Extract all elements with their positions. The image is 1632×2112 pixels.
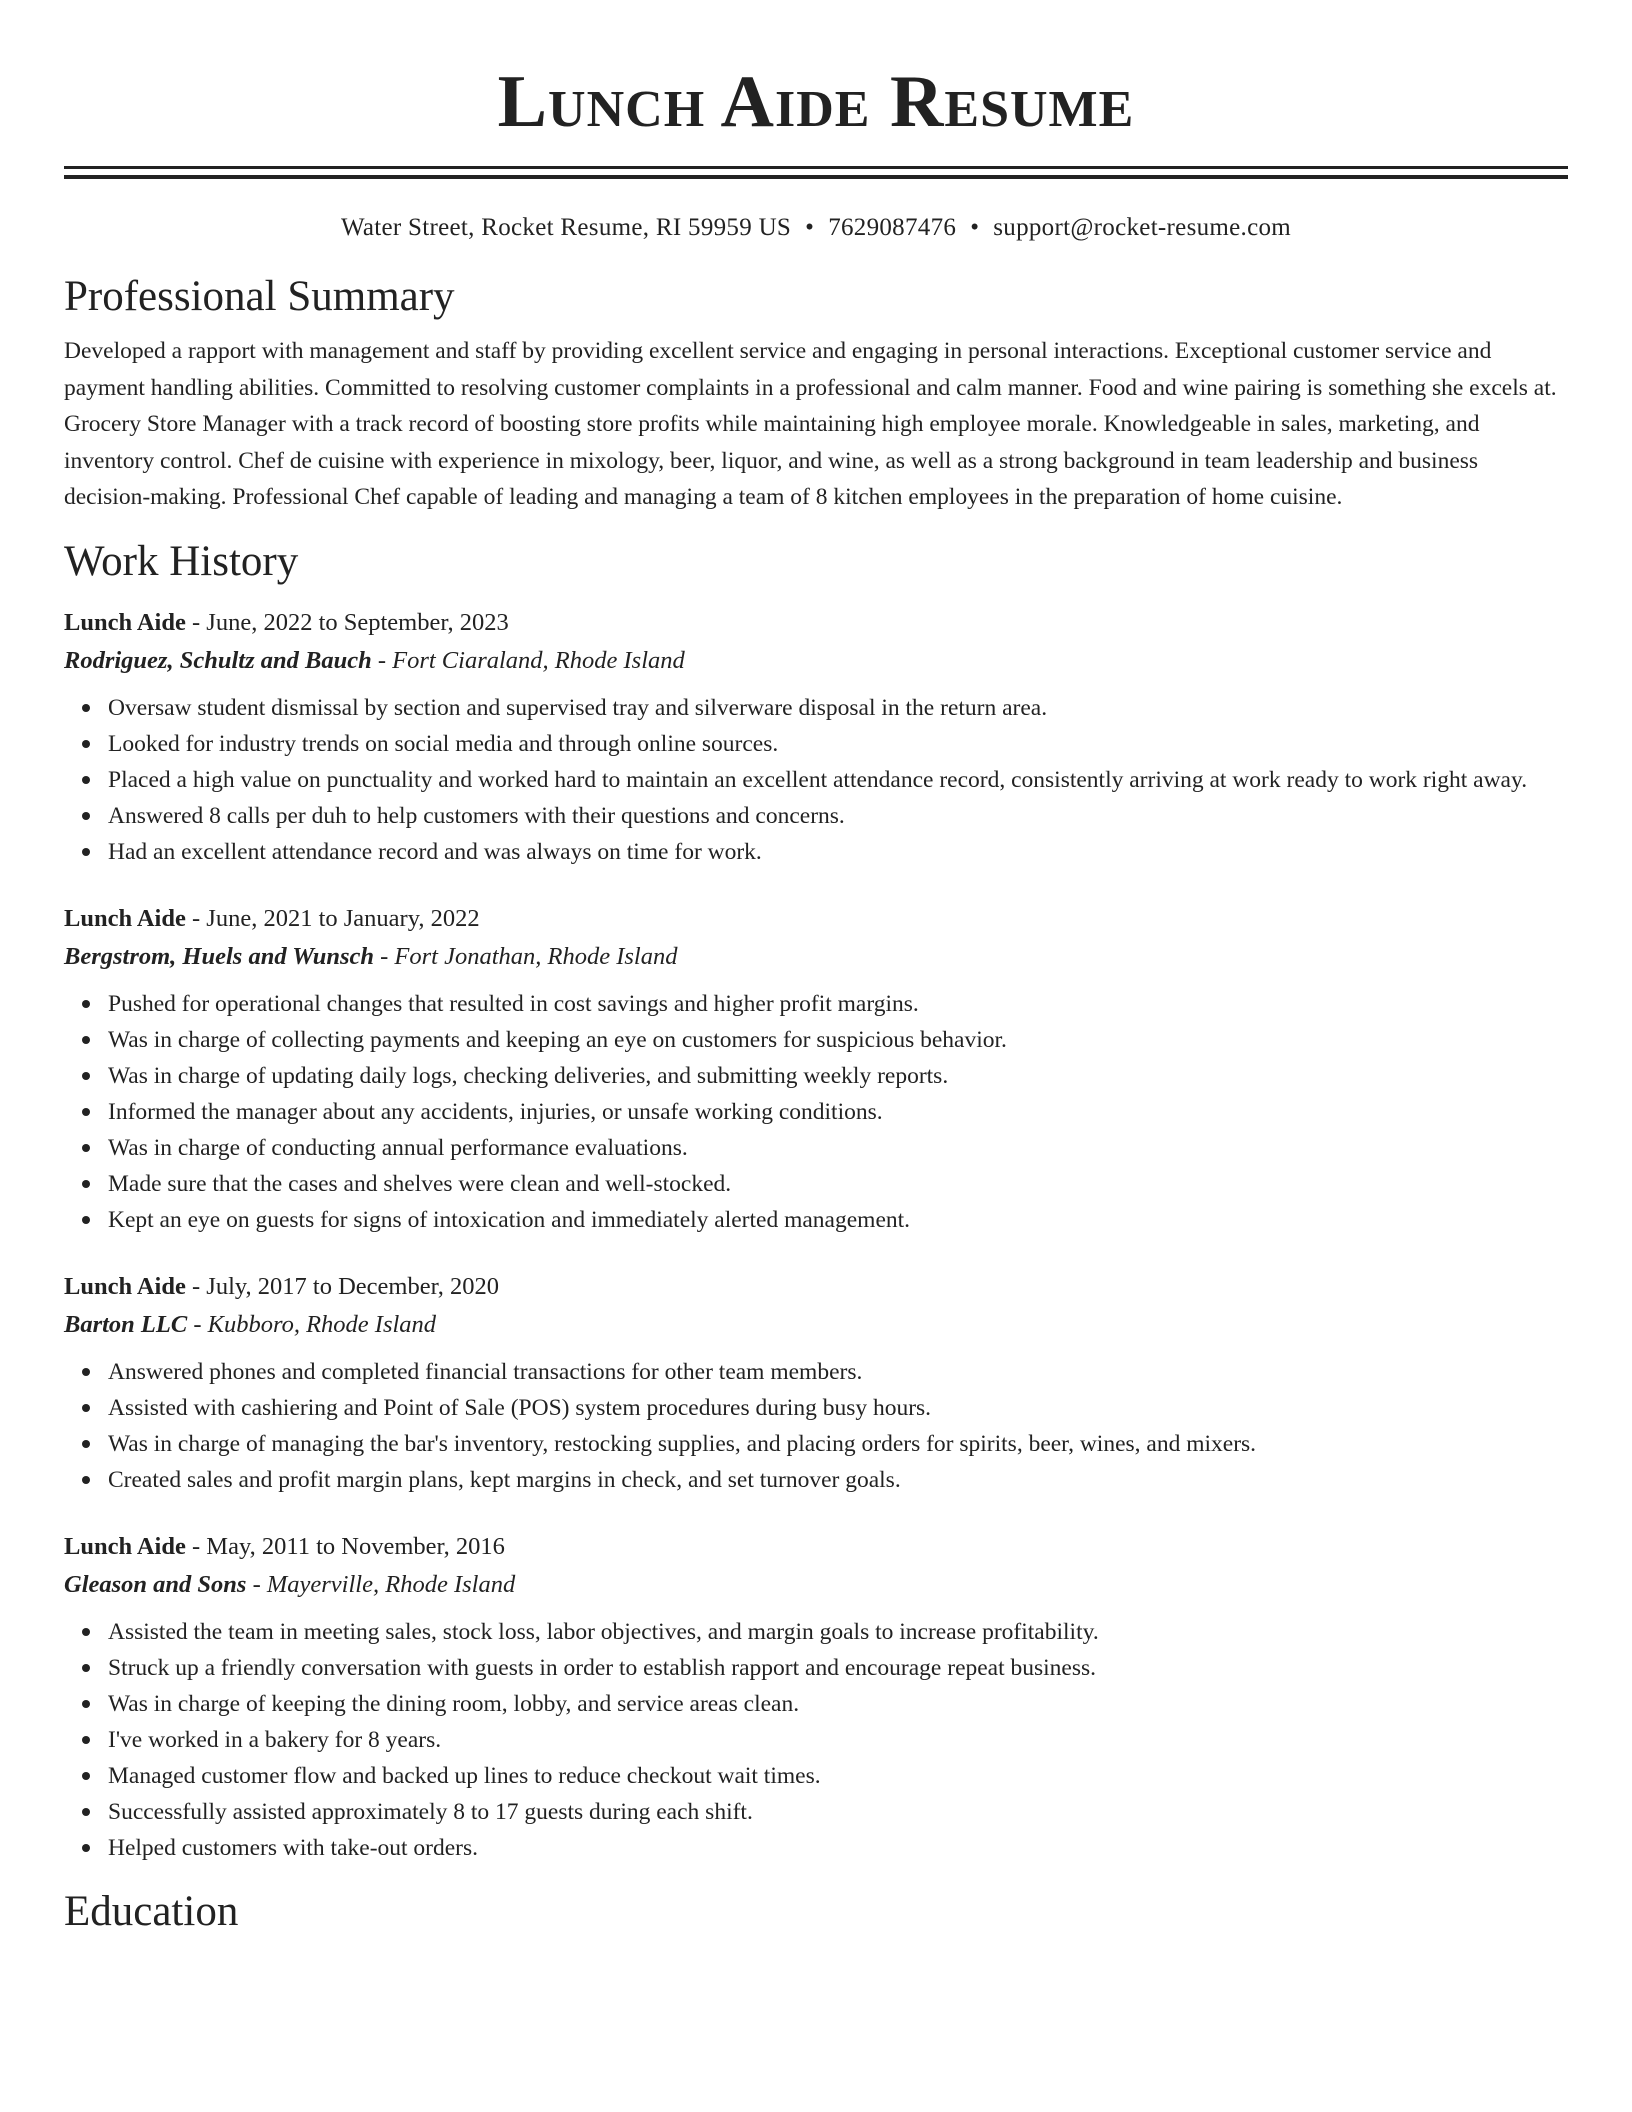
list-item: [108, 834, 1568, 870]
bullet-icon: [82, 1368, 90, 1376]
contact-phone: 7629087476: [828, 214, 957, 241]
list-item: [108, 1166, 1568, 1202]
resume-page: [64, 0, 1568, 1938]
list-item: [108, 1390, 1568, 1426]
duty-text: Made sure that the cases and shelves were clean and well-stocked.: [108, 1170, 732, 1197]
bullet-icon: [82, 848, 90, 856]
job-duties-list: [64, 986, 1568, 1238]
job-entry: [64, 900, 1568, 1238]
contact-address: Water Street, Rocket Resume, RI 59959 US: [340, 214, 792, 241]
duty-text: Answered phones and completed financial transactions for other team members.: [108, 1358, 863, 1385]
job-entry: [64, 1268, 1568, 1498]
duty-text: Successfully assisted approximately 8 to 17 guests during each shift.: [108, 1798, 753, 1825]
duty-text: Informed the manager about any accidents, injuries, or unsafe working conditions.: [108, 1098, 883, 1125]
contact-separator: •: [970, 214, 980, 241]
bullet-icon: [82, 1772, 90, 1780]
title-divider-thick: [64, 175, 1568, 179]
job-dates: - May, 2011 to November, 2016: [185, 1532, 505, 1560]
job-entry: [64, 1528, 1568, 1866]
title-divider-thin: [64, 166, 1568, 169]
list-item: [108, 1426, 1568, 1462]
work-history-list: [64, 604, 1568, 1866]
duty-text: Was in charge of keeping the dining room, lobby, and service areas clean.: [108, 1690, 800, 1717]
job-company-line: [64, 938, 1568, 976]
bullet-icon: [82, 1700, 90, 1708]
job-role: Lunch Aide: [64, 904, 186, 932]
job-company-line: [64, 642, 1568, 680]
duty-text: Oversaw student dismissal by section and supervised tray and silverware disposal in the return area.: [108, 694, 1048, 721]
duty-text: Assisted the team in meeting sales, stock loss, labor objectives, and margin goals to increase profitability.: [108, 1618, 1099, 1645]
duty-text: Kept an eye on guests for signs of intoxication and immediately alerted management.: [108, 1206, 911, 1233]
list-item: [108, 1130, 1568, 1166]
duty-text: Had an excellent attendance record and was always on time for work.: [108, 838, 762, 865]
bullet-icon: [82, 812, 90, 820]
bullet-icon: [82, 1664, 90, 1672]
bullet-icon: [82, 1808, 90, 1816]
job-company: Rodriguez, Schultz and Bauch: [64, 646, 372, 674]
list-item: [108, 690, 1568, 726]
job-duties-list: [64, 1354, 1568, 1498]
duty-text: Helped customers with take-out orders.: [108, 1834, 479, 1861]
list-item: [108, 1830, 1568, 1866]
bullet-icon: [82, 1476, 90, 1484]
list-item: [108, 798, 1568, 834]
bullet-icon: [82, 740, 90, 748]
job-company-line: [64, 1306, 1568, 1344]
bullet-icon: [82, 1072, 90, 1080]
duty-text: Struck up a friendly conversation with guests in order to establish rapport and encourage repeat business.: [108, 1654, 1097, 1681]
summary-text: Developed a rapport with management and staff by providing excellent service and engaging in personal interactions. Exceptional customer service and payment handling abilities. Committed to resolving customer complaints in a professional and calm manner. Food and wine pairing is something she excels at. Grocery Store Manager with a track record of boosting store profits while maintaining high employee morale. Knowledgeable in sales, marketing, and inventory control. Chef de cuisine with experience in mixology, beer, liquor, and wine, as well as a strong background in team leadership and business decision-making. Professional Chef capable of leading and managing a team of 8 kitchen employees in the preparation of home cuisine.: [64, 338, 1557, 510]
list-item: [108, 1058, 1568, 1094]
list-item: [108, 1758, 1568, 1794]
duty-text: Looked for industry trends on social media and through online sources.: [108, 730, 779, 757]
list-item: [108, 1650, 1568, 1686]
job-dates: - July, 2017 to December, 2020: [185, 1272, 500, 1300]
job-location: - Mayerville, Rhode Island: [246, 1570, 516, 1598]
bullet-icon: [82, 1440, 90, 1448]
duty-text: Was in charge of updating daily logs, checking deliveries, and submitting weekly reports.: [108, 1062, 949, 1089]
job-title-line: [64, 1268, 1568, 1306]
job-role: Lunch Aide: [64, 608, 186, 636]
job-location: - Fort Jonathan, Rhode Island: [373, 942, 678, 970]
duty-text: Answered 8 calls per duh to help customers with their questions and concerns.: [108, 802, 845, 829]
bullet-icon: [82, 1000, 90, 1008]
contact-line: [64, 211, 1568, 245]
bullet-icon: [82, 1216, 90, 1224]
duty-text: Managed customer flow and backed up lines to reduce checkout wait times.: [108, 1762, 821, 1789]
job-title-line: [64, 604, 1568, 642]
job-role: Lunch Aide: [64, 1532, 186, 1560]
bullet-icon: [82, 1144, 90, 1152]
duty-text: Was in charge of managing the bar's inventory, restocking supplies, and placing orders for spirits, beer, wines, and mixers.: [108, 1430, 1257, 1457]
job-duties-list: [64, 690, 1568, 870]
list-item: [108, 1686, 1568, 1722]
job-title-line: [64, 1528, 1568, 1566]
list-item: [108, 1462, 1568, 1498]
job-dates: - June, 2022 to September, 2023: [185, 608, 509, 636]
list-item: [108, 1354, 1568, 1390]
duty-text: Created sales and profit margin plans, kept margins in check, and set turnover goals.: [108, 1466, 901, 1493]
bullet-icon: [82, 1036, 90, 1044]
job-role: Lunch Aide: [64, 1272, 186, 1300]
list-item: [108, 1202, 1568, 1238]
education-heading: Education: [64, 1887, 239, 1935]
list-item: [108, 1022, 1568, 1058]
duty-text: Was in charge of conducting annual performance evaluations.: [108, 1134, 688, 1161]
job-company: Bergstrom, Huels and Wunsch: [64, 942, 374, 970]
duty-text: Assisted with cashiering and Point of Sale (POS) system procedures during busy hours.: [108, 1394, 932, 1421]
summary-heading: Professional Summary: [64, 273, 455, 320]
job-duties-list: [64, 1614, 1568, 1866]
resume-title: Lunch Aide Resume: [497, 61, 1135, 143]
list-item: [108, 1722, 1568, 1758]
bullet-icon: [82, 1736, 90, 1744]
bullet-icon: [82, 1844, 90, 1852]
job-location: - Kubboro, Rhode Island: [187, 1310, 437, 1338]
duty-text: Placed a high value on punctuality and worked hard to maintain an excellent attendance record, consistently arriving at work ready to work right away.: [108, 766, 1528, 793]
job-entry: [64, 604, 1568, 870]
list-item: [108, 726, 1568, 762]
job-company: Gleason and Sons: [64, 1570, 247, 1598]
bullet-icon: [82, 704, 90, 712]
job-title-line: [64, 900, 1568, 938]
list-item: [108, 1094, 1568, 1130]
list-item: [108, 1614, 1568, 1650]
duty-text: I've worked in a bakery for 8 years.: [108, 1726, 442, 1753]
job-company-line: [64, 1566, 1568, 1604]
job-company: Barton LLC: [64, 1310, 188, 1338]
work-history-heading: Work History: [64, 537, 299, 585]
bullet-icon: [82, 1180, 90, 1188]
contact-email: support@rocket-resume.com: [993, 214, 1292, 241]
list-item: [108, 986, 1568, 1022]
bullet-icon: [82, 776, 90, 784]
bullet-icon: [82, 1404, 90, 1412]
job-dates: - June, 2021 to January, 2022: [185, 904, 480, 932]
job-location: - Fort Ciaraland, Rhode Island: [371, 646, 685, 674]
list-item: [108, 762, 1568, 798]
bullet-icon: [82, 1108, 90, 1116]
duty-text: Pushed for operational changes that resulted in cost savings and higher profit margins.: [108, 990, 919, 1017]
list-item: [108, 1794, 1568, 1830]
contact-separator: •: [805, 214, 815, 241]
bullet-icon: [82, 1628, 90, 1636]
duty-text: Was in charge of collecting payments and keeping an eye on customers for suspicious behavior.: [108, 1026, 1007, 1053]
